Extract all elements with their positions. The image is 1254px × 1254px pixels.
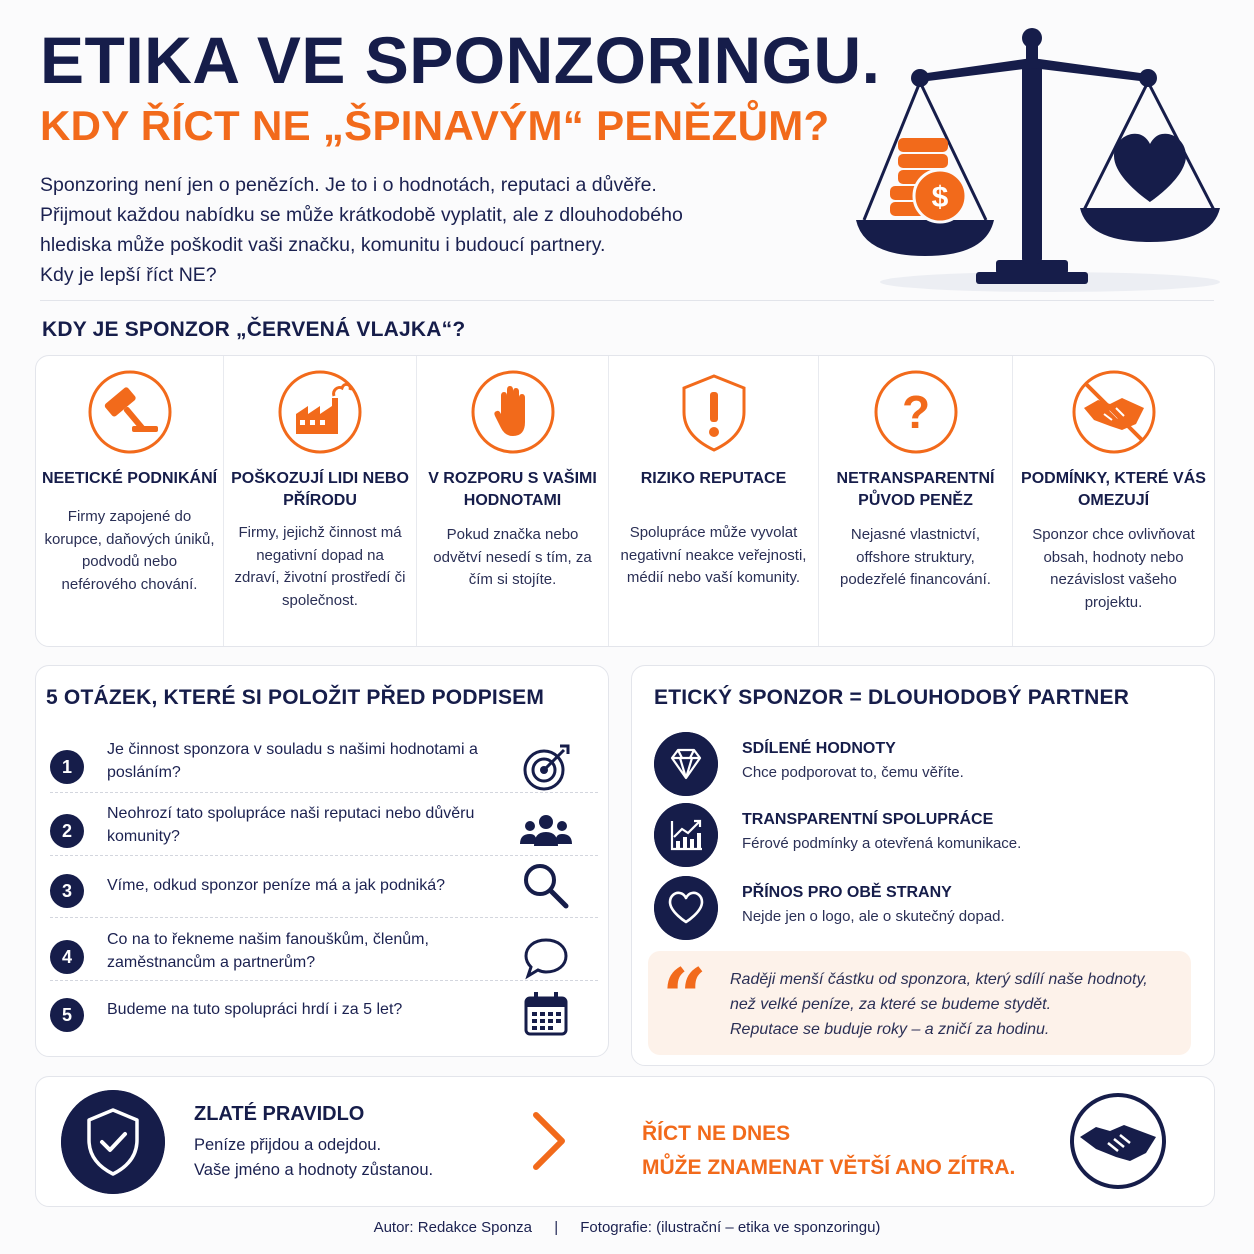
red-flag-title: PODMÍNKY, KTERÉ VÁS OMEZUJÍ	[1021, 470, 1206, 509]
question-row	[50, 874, 598, 936]
handshake-icon	[1068, 1091, 1168, 1191]
intro-line: Kdy je lepší říct NE?	[40, 264, 217, 286]
footer-separator: |	[554, 1219, 559, 1236]
factory-icon	[276, 368, 364, 456]
question-text: Je činnost sponzora v souladu s našimi hodnotami a posláním?	[107, 741, 478, 781]
quote-line: Raději menší částku od sponzora, který sdílí naše hodnoty,	[730, 971, 1148, 988]
question-number: 1	[50, 750, 84, 784]
question-text: Budeme na tuto spolupráci hrdí i za 5 let?	[107, 1001, 403, 1018]
divider	[50, 980, 598, 981]
red-flags-panel	[35, 355, 1215, 647]
search-icon	[520, 860, 572, 912]
people-icon	[520, 806, 572, 858]
partner-item-title: TRANSPARENTNÍ SPOLUPRÁCE	[742, 811, 994, 828]
golden-rule-cta	[642, 1117, 1015, 1185]
red-flag-text: Pokud značka nebo odvětví nesedí s tím, za čím si stojíte.	[433, 526, 592, 588]
divider	[50, 855, 598, 856]
red-flag-item	[36, 356, 224, 646]
balance-scale-icon	[850, 20, 1230, 295]
question-number: 4	[50, 940, 84, 974]
red-flag-title: RIZIKO REPUTACE	[640, 470, 787, 487]
chat-icon	[520, 932, 572, 984]
golden-rule-panel	[35, 1076, 1215, 1207]
footer	[0, 1219, 1254, 1236]
questions-card	[35, 665, 609, 1057]
quote-box	[648, 951, 1191, 1055]
red-flag-item	[1013, 356, 1214, 646]
golden-rule-line: Vaše jméno a hodnoty zůstanou.	[194, 1161, 434, 1179]
red-flag-item	[224, 356, 417, 646]
questions-heading: 5 OTÁZEK, KTERÉ SI POLOŽIT PŘED PODPISEM	[46, 686, 545, 709]
question-icon	[872, 368, 960, 456]
red-flag-text: Nejasné vlastnictví, offshore struktury, podezřelé financování.	[840, 526, 991, 588]
no-handshake-icon	[1070, 368, 1158, 456]
diamond-icon	[654, 732, 718, 796]
divider	[50, 917, 598, 918]
svg-text:$: $	[931, 181, 949, 214]
partner-item-text: Chce podporovat to, čemu věříte.	[742, 764, 964, 781]
warning-shield-icon	[670, 368, 758, 456]
question-row	[50, 998, 598, 1060]
partner-item-title: SDÍLENÉ HODNOTY	[742, 740, 896, 757]
red-flag-title: NETRANSPARENTNÍ PŮVOD PENĚZ	[836, 470, 995, 509]
shield-check-icon	[61, 1090, 165, 1194]
partner-heading: ETICKÝ SPONZOR = DLOUHODOBÝ PARTNER	[654, 686, 1130, 709]
chart-icon	[654, 803, 718, 867]
red-flag-text: Firmy zapojené do korupce, daňových úniků, podvodů nebo neférového chování.	[44, 508, 215, 593]
question-text: Neohrozí tato spolupráce naši reputaci nebo důvěru komunity?	[107, 805, 475, 845]
intro-line: Přijmout každou nabídku se může krátkodobě vyplatit, ale z dlouhodobého	[40, 204, 683, 226]
red-flag-title: V ROZPORU S VAŠIMI HODNOTAMI	[428, 470, 597, 509]
partner-item-text: Nejde jen o logo, ale o skutečný dopad.	[742, 908, 1005, 925]
quote-text	[730, 967, 1180, 1042]
cta-line: MŮŽE ZNAMENAT VĚTŠÍ ANO ZÍTRA.	[642, 1156, 1016, 1179]
red-flag-title: POŠKOZUJÍ LIDI NEBO PŘÍRODU	[231, 470, 409, 509]
page-subtitle: KDY ŘÍCT NE „ŠPINAVÝM“ PENĚZŮM?	[40, 102, 830, 149]
intro-line: Sponzoring není jen o penězích. Je to i o hodnotách, reputaci a důvěře.	[40, 174, 657, 196]
photo-credit: Fotografie: (ilustrační – etika ve sponzoringu)	[580, 1219, 881, 1236]
svg-text:?: ?	[901, 386, 930, 438]
quote-line: než velké peníze, za které se budeme stydět.	[730, 996, 1052, 1013]
partner-item	[654, 876, 1194, 942]
red-flag-text: Sponzor chce ovlivňovat obsah, hodnoty nebo nezávislost vašeho projektu.	[1032, 526, 1195, 611]
question-number: 2	[50, 814, 84, 848]
partner-item-title: PŘÍNOS PRO OBĚ STRANY	[742, 884, 952, 901]
golden-rule-text	[194, 1133, 433, 1183]
question-number: 3	[50, 874, 84, 908]
stop-hand-icon	[469, 368, 557, 456]
golden-rule-line: Peníze přijdou a odejdou.	[194, 1136, 382, 1154]
intro-text	[40, 170, 800, 290]
calendar-icon	[520, 988, 572, 1040]
cta-line: ŘÍCT NE DNES	[642, 1122, 791, 1145]
red-flags-heading: KDY JE SPONZOR „ČERVENÁ VLAJKA“?	[42, 318, 466, 341]
question-row	[50, 738, 598, 800]
question-number: 5	[50, 998, 84, 1032]
partner-item	[654, 732, 1194, 798]
heart-icon	[654, 876, 718, 940]
golden-rule-title: ZLATÉ PRAVIDLO	[194, 1103, 365, 1125]
gavel-icon	[86, 368, 174, 456]
target-icon	[520, 742, 572, 794]
red-flag-text: Spolupráce může vyvolat negativní neakce veřejnosti, médií nebo vaší komunity.	[620, 524, 807, 586]
intro-line: hlediska může poškodit vaši značku, komunitu i budoucí partnery.	[40, 234, 606, 256]
question-text: Co na to řekneme našim fanouškům, členům, zaměstnancům a partnerům?	[107, 931, 429, 971]
chevron-right-icon	[528, 1109, 568, 1173]
partner-item-text: Férové podmínky a otevřená komunikace.	[742, 835, 1022, 852]
partner-item	[654, 803, 1194, 869]
red-flag-item	[609, 356, 819, 646]
red-flag-text: Firmy, jejichž činnost má negativní dopad na zdraví, životní prostředí či společnost.	[234, 524, 406, 609]
red-flag-item	[417, 356, 609, 646]
divider	[40, 300, 1214, 301]
red-flag-item	[819, 356, 1013, 646]
divider	[50, 792, 598, 793]
question-text: Víme, odkud sponzor peníze má a jak podniká?	[107, 877, 445, 894]
quote-line: Reputace se buduje roky – a zničí za hodinu.	[730, 1021, 1050, 1038]
quote-mark-icon: “	[662, 952, 707, 1043]
author-credit: Autor: Redakce Sponza	[373, 1219, 533, 1236]
page-title: ETIKA VE SPONZORINGU.	[40, 23, 881, 97]
red-flag-title: NEETICKÉ PODNIKÁNÍ	[41, 470, 218, 487]
